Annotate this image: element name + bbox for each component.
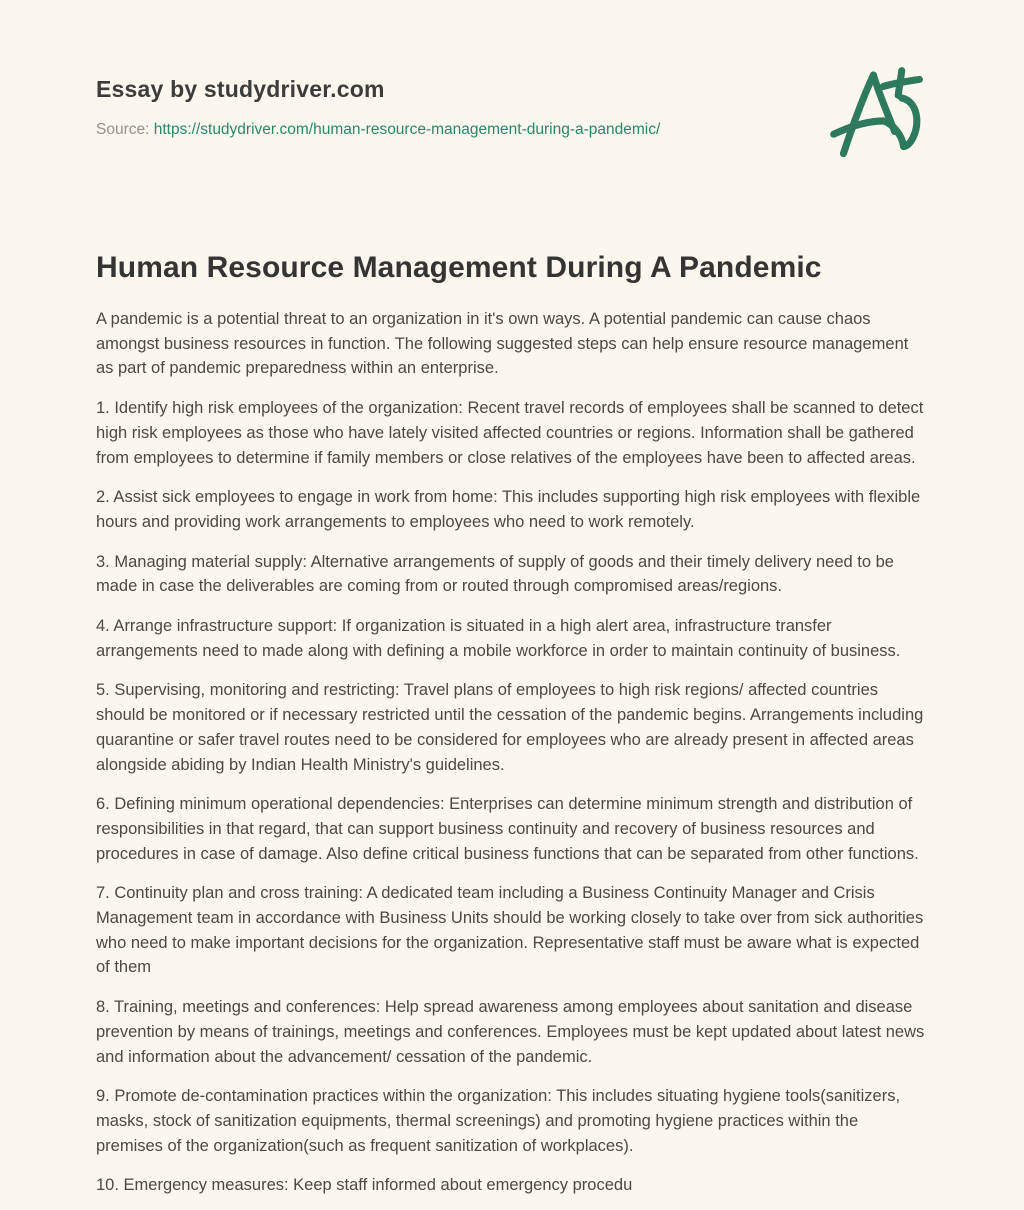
source-label: Source: bbox=[96, 121, 150, 138]
essay-paragraph-7: 7. Continuity plan and cross training: A dedicated team including a Business Continuity Manager and Crisis Management team in accordance with Business Units should be working closely to take over from sick authorities who need to make important decisions for the organization. Representative staff must be aware what is expected of them bbox=[96, 884, 924, 977]
essay-paragraph-9: 9. Promote de-contamination practices within the organization: This includes situating hygiene tools(sanitizers, masks, stock of sanitization equipments, thermal screenings) and promoting hygiene practices within the premises of the organization(such as frequent sanitization of workplaces). bbox=[96, 1087, 901, 1155]
essay-paragraph-5: 5. Supervising, monitoring and restricting: Travel plans of employees to high risk regions/ affected countries should be monitored or if necessary restricted until the cessation of the pandemic begins. Arrangements including quarantine or safer travel routes need to be considered for employees who are already present in affected areas alongside abiding by Indian Health Ministry's guidelines. bbox=[96, 681, 924, 774]
essay-paragraph-2: 2. Assist sick employees to engage in work from home: This includes supporting high risk employees with flexible hours and providing work arrangements to employees who need to work remotely. bbox=[96, 488, 921, 531]
essay-body bbox=[96, 307, 928, 1198]
essay-paragraph-4: 4. Arrange infrastructure support: If organization is situated in a high alert area, infrastructure transfer arrangements need to made along with defining a mobile workforce in order to maintain continuity of business. bbox=[96, 617, 901, 660]
essay-paragraph-intro: A pandemic is a potential threat to an organization in it's own ways. A potential pandemic can cause chaos amongst business resources in function. The following suggested steps can help ensure resource management as part of pandemic preparedness within an enterprise. bbox=[96, 310, 909, 378]
source-line bbox=[96, 121, 928, 139]
essay-paragraph-8: 8. Training, meetings and conferences: Help spread awareness among employees about sanitation and disease prevention by means of trainings, meetings and conferences. Employees must be kept updated about latest news and information about the advancement/ cessation of the pandemic. bbox=[96, 998, 925, 1066]
essay-paragraph-3: 3. Managing material supply: Alternative arrangements of supply of goods and their timely delivery need to be made in case the deliverables are coming from or routed through compromised areas/regions. bbox=[96, 552, 894, 596]
essay-paragraph-10: 10. Emergency measures: Keep staff informed about emergency procedu bbox=[96, 1176, 633, 1195]
essay-paragraph-6: 6. Defining minimum operational dependencies: Enterprises can determine minimum strength and distribution of responsibilities in that regard, that can support business continuity and recovery of business resources and procedures in case of damage. Also define critical business functions that can be separated from other functions. bbox=[96, 795, 919, 863]
page-title: Essay by studydriver.com bbox=[96, 76, 385, 102]
essay-title: Human Resource Management During A Pandemic bbox=[96, 251, 822, 284]
essay-paragraph-1: 1. Identify high risk employees of the organization: Recent travel records of employees shall be scanned to detect high risk employees as those who have lately visited affected countries or regions. Information shall be gathered from employees to determine if family members or close relatives of the employees have been to affected areas. bbox=[96, 399, 924, 467]
source-link[interactable]: https://studydriver.com/human-resource-management-during-a-pandemic/ bbox=[153, 121, 661, 138]
a-plus-logo-icon bbox=[824, 62, 930, 164]
